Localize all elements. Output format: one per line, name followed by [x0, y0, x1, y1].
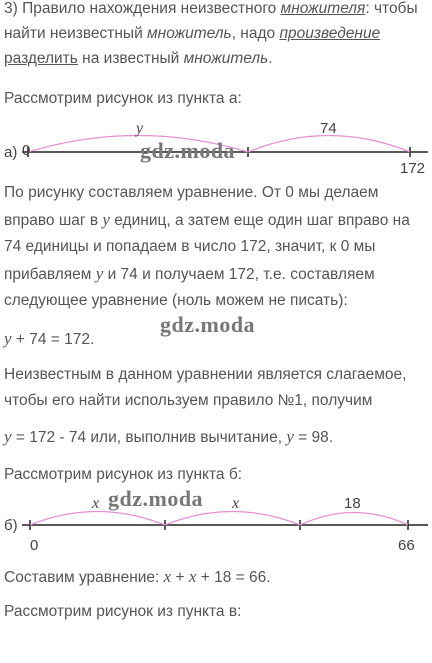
variable-y: y: [102, 210, 110, 229]
text: + 18 = 66.: [196, 569, 271, 586]
rule-line-1: [4, 0, 418, 18]
text: и 74 и получаем 172, т.е. составляем: [103, 266, 375, 283]
label-a: а): [4, 144, 18, 161]
arc-step-1: [30, 512, 165, 526]
equation-b: [4, 568, 271, 587]
rule-text: найти неизвестный: [4, 25, 148, 42]
rule-text: , надо: [231, 25, 280, 42]
text: Составим уравнение:: [4, 569, 164, 586]
rule-term: множитель: [147, 25, 232, 42]
variable-y: y: [286, 427, 294, 446]
variable-y: y: [4, 329, 12, 348]
rule-text: .: [268, 50, 273, 67]
number-line-b: [0, 488, 432, 554]
rule-line-3: [4, 50, 273, 68]
rule-term: множитель: [183, 50, 269, 67]
arc2-label: x: [232, 495, 240, 512]
arc2-label: 74: [320, 120, 337, 137]
text: прибавляем: [4, 266, 96, 283]
arc-step-2: [165, 512, 300, 526]
rule-text: : чтобы: [365, 0, 418, 17]
arc-step-3: [300, 513, 408, 526]
variable-y: y: [4, 427, 12, 446]
rule-term-product: произведение: [279, 25, 381, 42]
variable-x: x: [188, 567, 197, 586]
variable-y: y: [95, 264, 104, 283]
addend-line-2: чтобы его найти используем правило №1, получим: [4, 392, 373, 409]
text: = 172 - 74 или, выполнив вычитание,: [11, 429, 287, 446]
variable-x: x: [163, 567, 172, 586]
watermark: gdz.moda: [108, 486, 204, 511]
arc1-label: x: [92, 495, 100, 512]
text: + 74 = 172.: [11, 331, 95, 348]
arc3-label: 18: [344, 495, 361, 512]
watermark: gdz.moda: [140, 138, 236, 163]
section-b-intro: Рассмотрим рисунок из пункта б:: [4, 466, 243, 483]
explanation-line-4: [4, 265, 375, 284]
text: +: [171, 569, 189, 586]
watermark: gdz.moda: [160, 312, 256, 337]
start-label: 0: [22, 142, 31, 159]
arc1-label: y: [136, 120, 144, 137]
explanation-line-3: 74 единицы и попадаем в число 172, значит, к 0 мы: [4, 238, 376, 255]
explanation-line-5: следующее уравнение (ноль можем не писать):: [4, 292, 348, 309]
explanation-line-1: По рисунку составляем уравнение. От 0 мы делаем: [4, 184, 379, 201]
label-b: б): [4, 517, 18, 534]
end-label: 66: [398, 537, 415, 554]
equation-a: [4, 330, 94, 349]
solution-line: [4, 428, 333, 447]
rule-term-multiplier: множителя: [280, 0, 366, 17]
section-a-intro: Рассмотрим рисунок из пункта а:: [4, 90, 242, 107]
end-label: 172: [400, 160, 426, 177]
rule-term-divide: разделить: [4, 50, 78, 67]
rule-text: 3) Правило нахождения неизвестного: [4, 0, 281, 17]
rule-line-2: [4, 25, 380, 43]
explanation-line-2: [4, 211, 410, 230]
arc-step-2: [248, 136, 410, 153]
start-label: 0: [30, 537, 39, 554]
section-c-intro: Рассмотрим рисунок из пункта в:: [4, 603, 242, 620]
addend-line-1: Неизвестным в данном уравнении является слагаемое,: [4, 366, 407, 383]
text: вправо шаг в: [4, 212, 103, 229]
text: = 98.: [293, 429, 334, 446]
rule-text: на известный: [77, 50, 184, 67]
text: единиц, а затем еще один шаг вправо на: [109, 212, 410, 229]
